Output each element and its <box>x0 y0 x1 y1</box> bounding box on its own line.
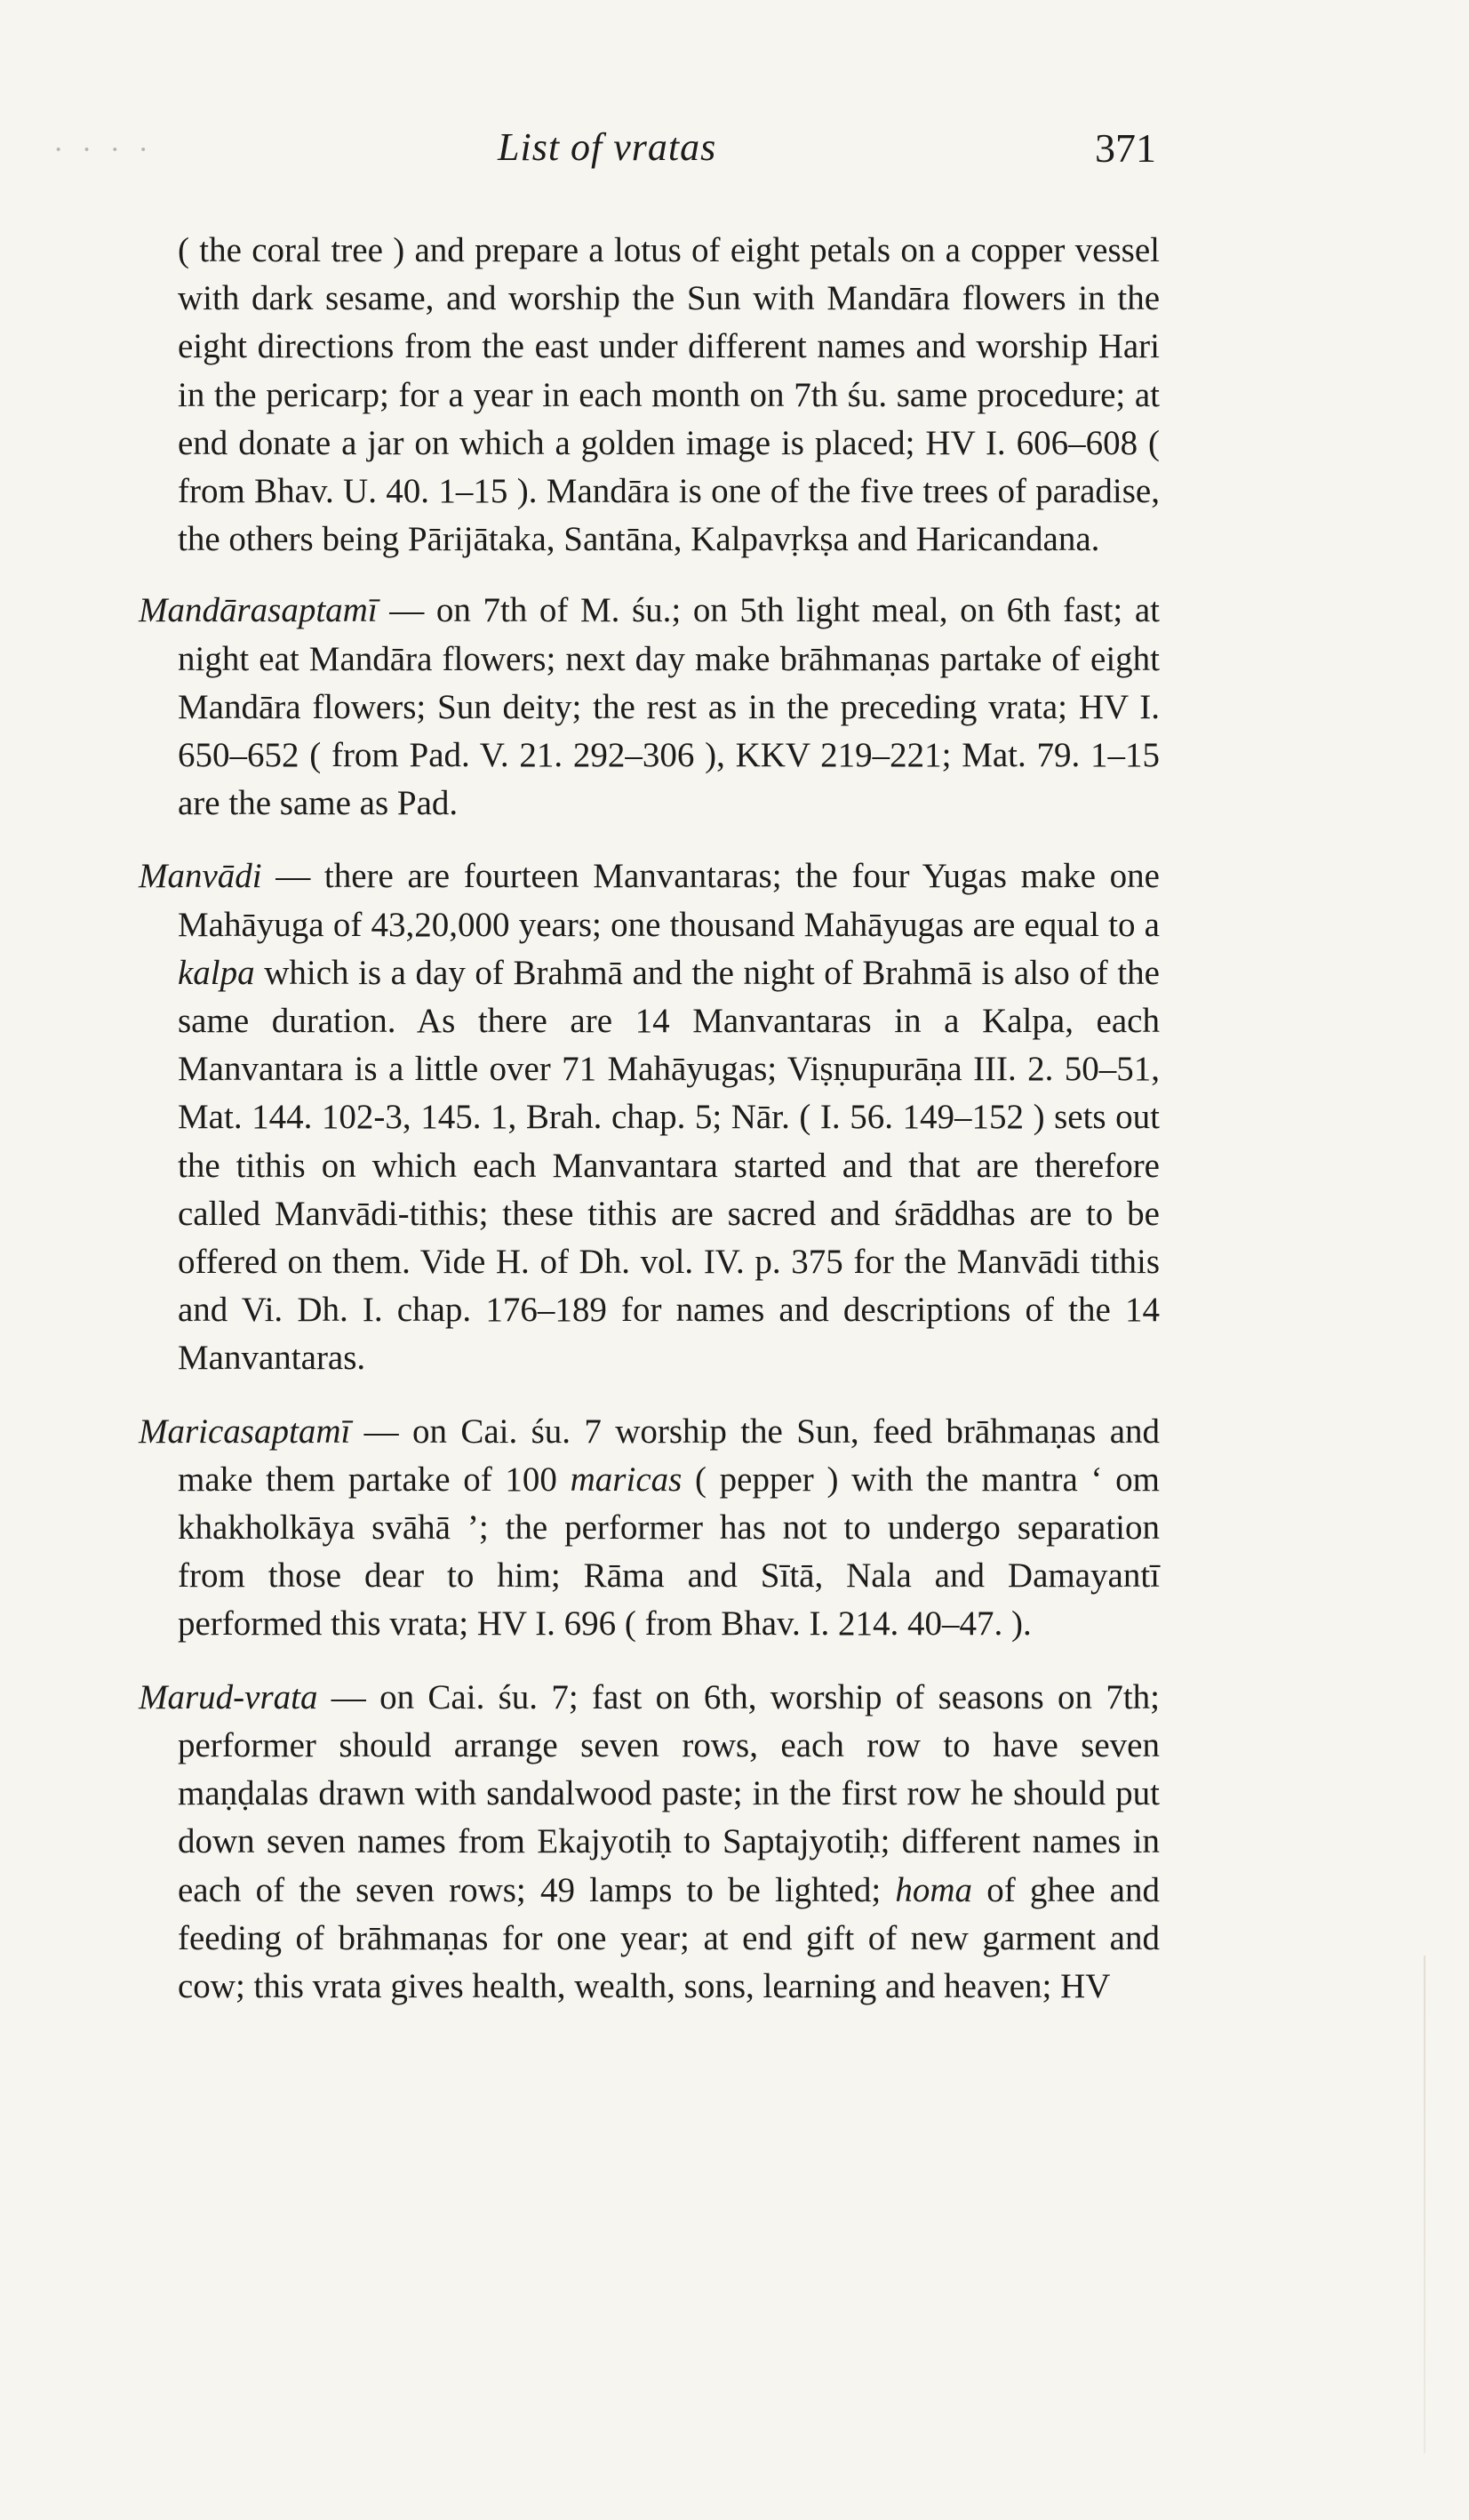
entry-text: — there are fourteen Manvantaras; the four Yugas make one Mahāyuga of 43,20,000 years; one thousand Mahāyugas are equal to a <box>178 857 1160 944</box>
entry-mandarasaptami <box>139 587 1160 828</box>
entry-headword: Marud-vrata <box>139 1677 318 1716</box>
entry-text-cont: ( pepper ) with the mantra ‘ om khakholkāya svāhā ’; the performer has not to undergo separation from those dear to him; Rāma and Sītā, Nala and Damayantī performed this vrata; HV I. 696 ( from Bhav. I. 214. 40–47. ). <box>178 1460 1160 1644</box>
entry-italic-term: maricas <box>570 1460 683 1499</box>
page-edge-shadow <box>1424 1956 1425 2453</box>
page-body <box>0 227 1469 2036</box>
entry-paragraph <box>139 1408 1160 1649</box>
entry-italic-term: homa <box>895 1870 973 1909</box>
entry-text: — on Cai. śu. 7 worship the Sun, feed brāhmaṇas and make them partake of 100 <box>178 1412 1160 1499</box>
entry-text: — on Cai. śu. 7; fast on 6th, worship of seasons on 7th; performer should arrange seven rows, each row to have seven maṇḍalas drawn with sandalwood paste; in the first row he should put down seven names from Ekajyotiḥ to Saptajyotiḥ; different names in each of the seven rows; 49 lamps to be lighted; <box>178 1677 1161 1909</box>
entry-text: ( the coral tree ) and prepare a lotus of eight petals on a copper vessel with dark sesame, and worship the Sun with Mandāra flowers in the eight directions from the east under different names and worship Hari in the pericarp; for a year in each month on 7th śu. same procedure; at end donate a jar on which a golden image is placed; HV I. 606–608 ( from Bhav. U. 40. 1–15 ). Mandāra is one of the five trees of paradise, the others being Pārijātaka, Santāna, Kalpavṛkṣa and Haricandana. <box>178 231 1160 559</box>
entry-text-cont: of ghee and feeding of brāhmaṇas for one year; at end gift of new garment and cow; this vrata gives health, wealth, sons, learning and heaven; HV <box>178 1870 1160 2005</box>
entry-headword: Manvādi <box>139 857 262 896</box>
entry-italic-term: kalpa <box>178 953 255 992</box>
entry-maricasaptami <box>139 1408 1160 1649</box>
page-number: 371 <box>1095 125 1156 171</box>
entry-text: — on 7th of M. śu.; on 5th light meal, on 6th fast; at night eat Mandāra flowers; next day make brāhmaṇas partake of eight Mandāra flowers; Sun deity; the rest as in the preceding vrata; HV I. 650–652 ( from Pad. V. 21. 292–306 ), KKV 219–221; Mat. 79. 1–15 are the same as Pad. <box>178 591 1160 823</box>
entry-headword: Maricasaptamī <box>139 1412 351 1451</box>
entry-continuation <box>178 227 1160 564</box>
entry-manvadi <box>139 852 1160 1382</box>
entry-headword: Mandārasaptamī <box>139 591 378 630</box>
entry-paragraph <box>139 587 1160 828</box>
running-title: List of vratas <box>498 125 717 169</box>
margin-smudge: · · · · <box>53 133 154 166</box>
entry-marudvrata <box>139 1674 1161 2011</box>
entry-paragraph <box>139 1674 1161 2011</box>
running-header <box>0 124 1469 178</box>
entry-paragraph <box>139 852 1160 1382</box>
entry-text-cont: which is a day of Brahmā and the night of Brahmā is also of the same duration. As there are 14 Manvantaras in a Kalpa, each Manvantara is a little over 71 Mahāyugas; Viṣṇupurāṇa III. 2. 50–51, Mat. 144. 102-3, 145. 1, Brah. chap. 5; Nār. ( I. 56. 149–152 ) sets out the tithis on which each Manvantara started and that are therefore called Manvādi-tithis; these tithis are sacred and śrāddhas are to be offered on them. Vide H. of Dh. vol. IV. p. 375 for the Manvādi tithis and Vi. Dh. I. chap. 176–189 for names and descriptions of the 14 Manvantaras. <box>178 953 1160 1378</box>
